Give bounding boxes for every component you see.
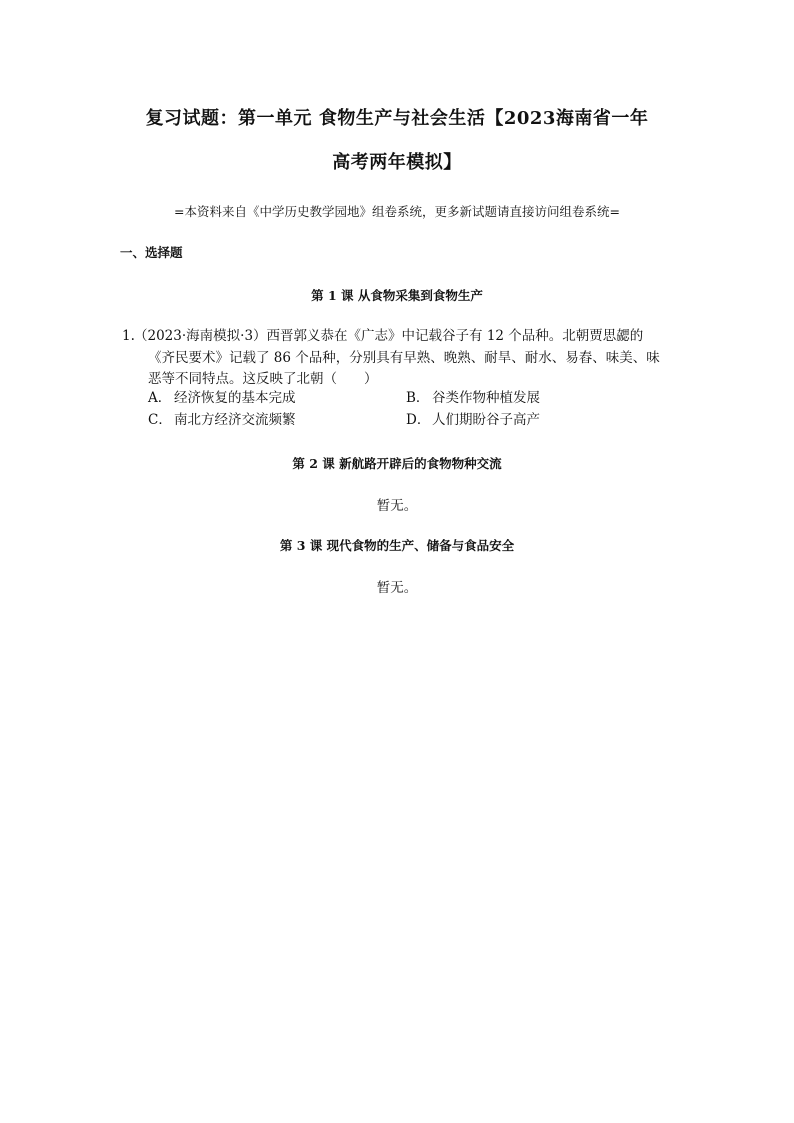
option-c-letter: C．	[148, 411, 172, 428]
question-1-stem-line-3: 恶等不同特点。这反映了北朝（ ）	[148, 371, 378, 387]
question-1-options	[148, 388, 668, 431]
option-b-text: 谷类作物种植发展	[432, 390, 540, 406]
question-1-number: 1.	[122, 328, 135, 344]
lesson-1-heading: 第 1 课 从食物采集到食物生产	[311, 288, 483, 303]
option-a-text: 经济恢复的基本完成	[174, 390, 296, 406]
question-1-stem-line-2: 《齐民要术》记载了 86 个品种，分别具有早熟、晚熟、耐旱、耐水、易舂、味美、味	[148, 349, 660, 366]
option-a-letter: A．	[148, 390, 172, 406]
option-c-text: 南北方经济交流频繁	[174, 411, 296, 428]
document-title-line-2: 高考两年模拟】	[332, 152, 462, 173]
lesson-2-heading: 第 2 课 新航路开辟后的食物物种交流	[292, 456, 502, 471]
lesson-2-none-text: 暂无。	[376, 498, 418, 514]
section-heading-multiple-choice: 一、选择题	[120, 245, 183, 260]
option-c	[148, 410, 406, 432]
question-1-line-1	[122, 326, 682, 348]
question-1	[122, 326, 682, 391]
source-note: =本资料来自《中学历史教学园地》组卷系统，更多新试题请直接访问组卷系统=	[174, 204, 620, 219]
option-d-letter: D．	[406, 411, 431, 428]
question-1-stem-line-1: （2023·海南模拟·3）西晋郭义恭在《广志》中记载谷子有 12 个品种。北朝贾思勰的	[134, 328, 644, 344]
option-d-text: 人们期盼谷子高产	[432, 411, 540, 428]
options-row-2	[148, 410, 668, 432]
option-a	[148, 388, 406, 410]
document-title-line-1: 复习试题：第一单元 食物生产与社会生活【2023海南省一年	[145, 108, 649, 129]
option-d	[406, 410, 664, 432]
option-b	[406, 388, 664, 410]
options-row-1	[148, 388, 668, 410]
lesson-3-heading: 第 3 课 现代食物的生产、储备与食品安全	[279, 538, 515, 553]
lesson-3-none-text: 暂无。	[376, 580, 418, 596]
option-b-letter: B．	[406, 390, 430, 406]
